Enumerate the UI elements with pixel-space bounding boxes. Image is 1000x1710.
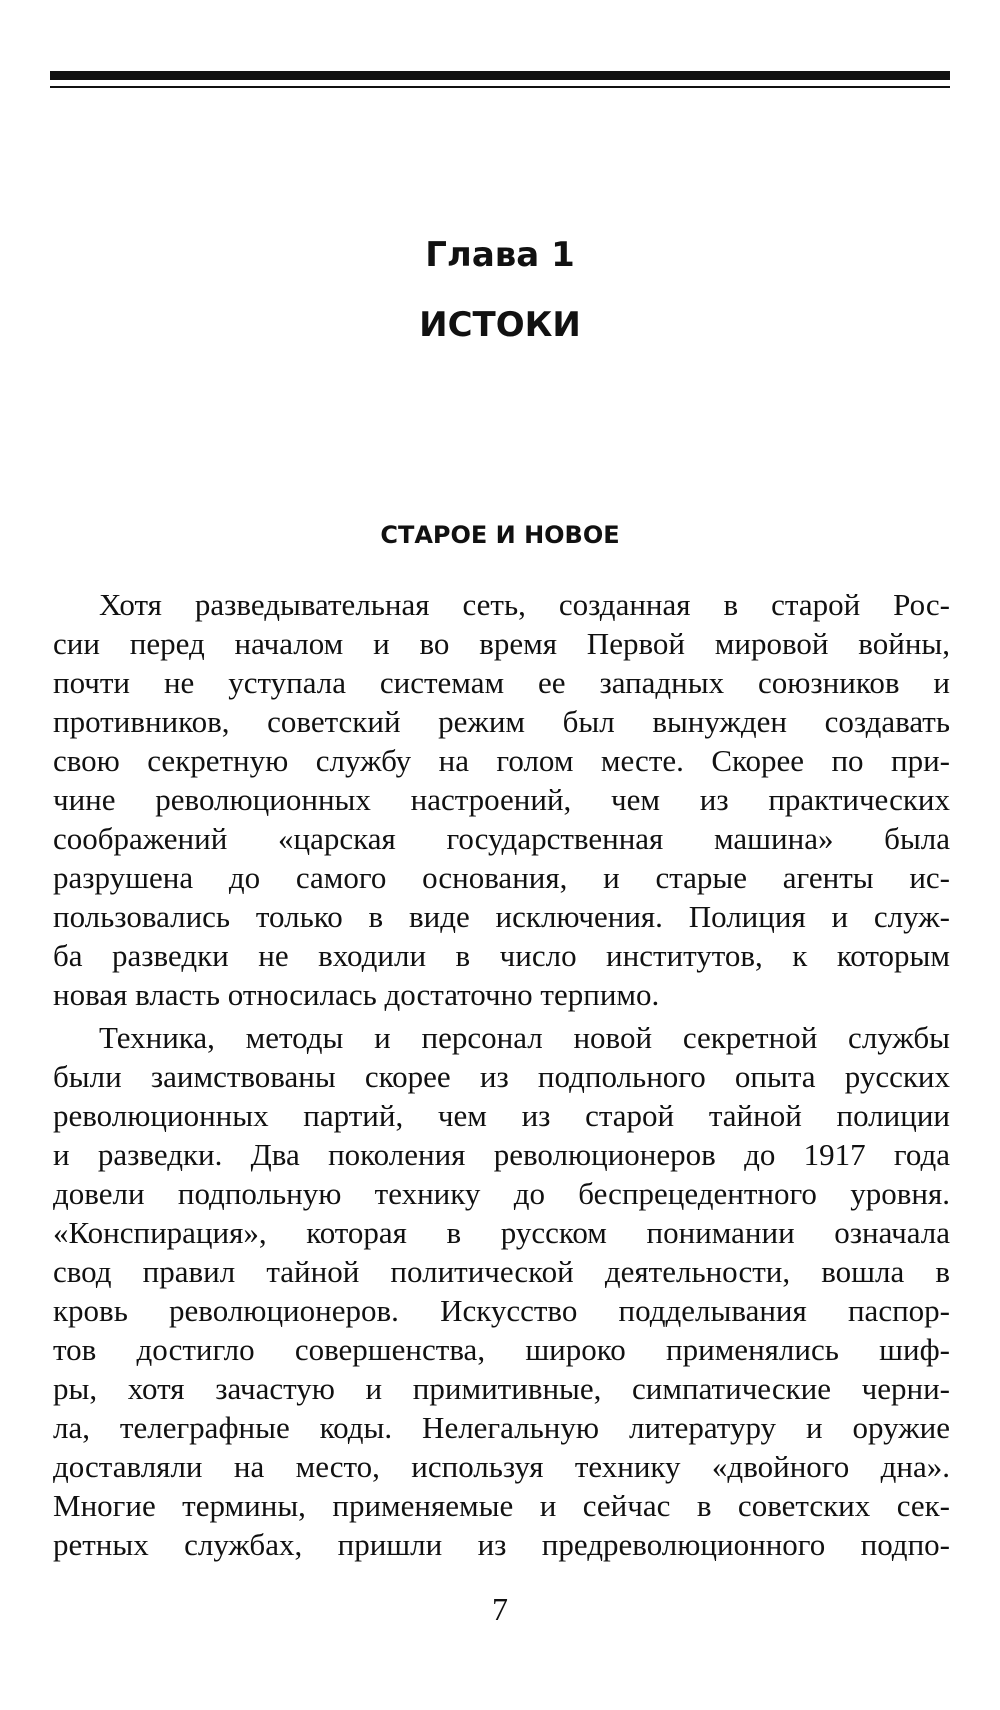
text-line: свою секретную службу на голом месте. Скорее по при- xyxy=(53,743,950,778)
text-line: свод правил тайной политической деятельности, вошла в xyxy=(53,1254,950,1289)
paragraph-1 xyxy=(53,585,950,1014)
text-line: доставляли на место, используя технику «двойного дна». xyxy=(53,1449,950,1484)
text-line: чине революционных настроений, чем из практических xyxy=(53,782,950,817)
text-line: новая власть относилась достаточно терпимо. xyxy=(53,977,660,1012)
text-line: Техника, методы и персонал новой секретной службы xyxy=(99,1020,950,1055)
body-text xyxy=(53,585,950,1568)
text-line: соображений «царская государственная машина» была xyxy=(53,821,950,856)
chapter-label: Глава 1 xyxy=(425,235,575,275)
text-line: «Конспирация», которая в русском понимании означала xyxy=(53,1215,950,1250)
page-number: 7 xyxy=(492,1591,508,1627)
paragraph-2 xyxy=(53,1018,950,1564)
text-line: тов достигло совершенства, широко применялись шиф- xyxy=(53,1332,950,1367)
text-line: довели подпольную технику до беспрецедентного уровня. xyxy=(53,1176,950,1211)
text-line: и разведки. Два поколения революционеров до 1917 года xyxy=(53,1137,950,1172)
text-line: сии перед началом и во время Первой мировой войны, xyxy=(53,626,950,661)
text-line: ры, хотя зачастую и примитивные, симпатические черни- xyxy=(53,1371,950,1406)
top-rule-thin xyxy=(50,86,950,88)
text-line: почти не уступала системам ее западных союзников и xyxy=(53,665,950,700)
text-line: Хотя разведывательная сеть, созданная в старой Рос- xyxy=(99,587,950,622)
text-line: ретных службах, пришли из предреволюционного подпо- xyxy=(53,1527,950,1562)
text-line: пользовались только в виде исключения. Полиция и служ- xyxy=(53,899,950,934)
text-line: разрушена до самого основания, и старые агенты ис- xyxy=(53,860,950,895)
top-rule-thick xyxy=(50,71,950,80)
text-line: революционных партий, чем из старой тайной полиции xyxy=(53,1098,950,1133)
text-line: Многие термины, применяемые и сейчас в советских сек- xyxy=(53,1488,950,1523)
chapter-title: ИСТОКИ xyxy=(419,305,581,345)
text-line: кровь революционеров. Искусство подделывания паспор- xyxy=(53,1293,950,1328)
text-line: ба разведки не входили в число институтов, к которым xyxy=(53,938,950,973)
text-line: противников, советский режим был вынужден создавать xyxy=(53,704,950,739)
section-title: СТАРОЕ И НОВОЕ xyxy=(380,521,620,549)
text-line: были заимствованы скорее из подпольного опыта русских xyxy=(53,1059,950,1094)
text-line: ла, телеграфные коды. Нелегальную литературу и оружие xyxy=(53,1410,950,1445)
